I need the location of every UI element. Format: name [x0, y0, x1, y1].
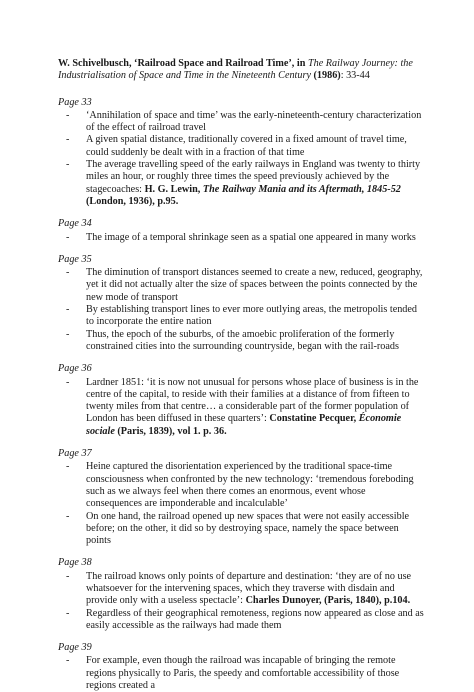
bullet-text: ‘Annihilation of space and time’ was the early-nineteenth-century characterization of the effect of railroad travel	[86, 109, 422, 134]
bullet-point	[58, 134, 424, 159]
bullet-point	[58, 110, 424, 135]
bullet-list	[58, 655, 424, 692]
bullet-point	[58, 571, 424, 608]
bullet-text: Lardner 1851: ‘it is now not unusual for persons whose place of business is in the centre of the capital, to reside with their families at a distance of from fifteen to twenty miles from that centre… a considerable part of the former population of London has been diffused in these quarters’:	[86, 376, 419, 425]
bullet-point	[58, 377, 424, 438]
bullet-point	[58, 267, 424, 304]
title-author: W. Schivelbusch, ‘Railroad Space and Railroad Time’, in	[58, 58, 308, 69]
page-section	[58, 557, 424, 632]
citation-author: Charles Dunoyer, (Paris, 1840), p.104.	[245, 595, 411, 607]
citation-work: The Railway Mania and its Aftermath, 1845-52	[202, 183, 401, 195]
bullet-text: Thus, the epoch of the suburbs, of the amoebic proliferation of the formerly constrained cities into the surrounding countryside, began with the rail-roads	[86, 328, 399, 352]
citation-details: (London, 1936), p.95.	[86, 195, 179, 207]
title-year: (1986)	[310, 70, 341, 82]
bullet-text: A given spatial distance, traditionally covered in a fixed amount of travel time, could suddenly be dealt with in a fraction of that time	[86, 134, 407, 158]
document-title	[58, 58, 424, 83]
page-number-heading: Page 37	[58, 448, 92, 460]
citation-author: Constatine Pecquer,	[269, 413, 359, 425]
page-number-heading: Page 34	[58, 218, 92, 230]
bullet-list	[58, 571, 424, 632]
citation-work: Économie sociale	[86, 413, 402, 437]
bullet-point	[58, 655, 424, 692]
page-number-heading: Page 35	[58, 253, 92, 265]
bullet-list	[58, 377, 424, 438]
page-section	[58, 254, 424, 353]
bullet-text: The average travelling speed of the early railways in England was twenty to thirty miles an hour, or roughly three times the speed previously achieved by the stagecoaches:	[86, 159, 421, 195]
citation	[246, 595, 411, 606]
page-number-heading: Page 38	[58, 557, 92, 569]
page-section	[58, 97, 424, 209]
page-section	[58, 218, 424, 244]
bullet-text: The railroad knows only points of departure and destination: ‘they are of no use whatsoever for the intervening spaces, which they traverse with disdain and provide only with a useless spectacle’:	[86, 570, 412, 607]
title-pages: : 33-44	[340, 70, 370, 82]
page-section	[58, 642, 424, 692]
bullet-point	[58, 461, 424, 510]
bullet-list	[58, 110, 424, 208]
notes-body	[58, 97, 424, 692]
bullet-text: The image of a temporal shrinkage seen as a spatial one appeared in many works	[86, 231, 416, 243]
citation-author: H. G. Lewin,	[144, 183, 203, 195]
bullet-point	[58, 159, 424, 208]
bullet-text: Heine captured the disorientation experienced by the traditional space-time consciousness when confronted by the new technology: ‘tremendous foreboding such as we always feel when there comes an enormous, event whose consequences are imponderable and incalculable’	[86, 461, 414, 510]
page-section	[58, 363, 424, 438]
bullet-text: On one hand, the railroad opened up new spaces that were not easily accessible before; on the other, it did so by destroying space, namely the space between points	[86, 510, 410, 547]
title-book: The Railway Journey: the Industrialisation of Space and Time in the Nineteenth Century	[58, 58, 413, 82]
citation-details: (Paris, 1839), vol 1. p. 36.	[114, 425, 227, 437]
bullet-list	[58, 232, 424, 244]
bullet-point	[58, 608, 424, 633]
page-number-heading: Page 33	[58, 96, 92, 108]
bullet-point	[58, 329, 424, 354]
page-number-heading: Page 36	[58, 363, 92, 375]
bullet-text: Regardless of their geographical remoteness, regions now appeared as close and as easily accessible as the railways had made them	[86, 607, 424, 631]
bullet-text: For example, even though the railroad was incapable of bringing the remote regions physically to Paris, the speedy and comfortable accessibility of those regions created a	[86, 655, 400, 692]
page-number-heading: Page 39	[58, 642, 92, 654]
page-section	[58, 448, 424, 547]
bullet-point	[58, 511, 424, 548]
bullet-text: The diminution of transport distances seemed to create a new, reduced, geography, yet it did not actually alter the size of spaces between the points connected by the new mode of transport	[86, 267, 423, 303]
bullet-point	[58, 304, 424, 329]
bullet-text: By establishing transport lines to ever more outlying areas, the metropolis tended to incorporate the entire nation	[86, 304, 418, 328]
bullet-list	[58, 267, 424, 353]
bullet-list	[58, 461, 424, 547]
bullet-point	[58, 232, 424, 244]
